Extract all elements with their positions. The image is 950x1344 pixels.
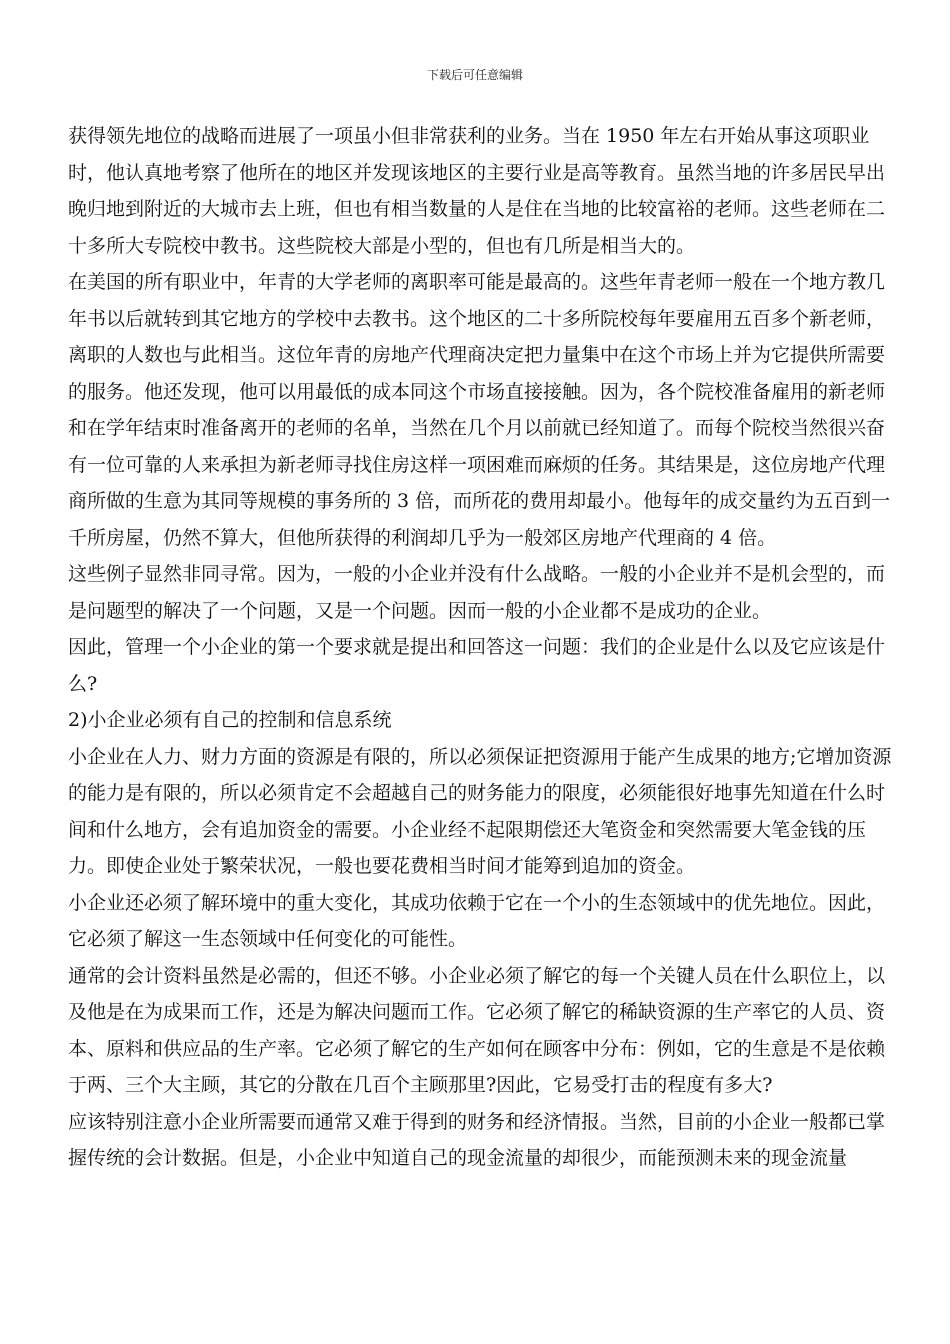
paragraph: 小企业还必须了解环境中的重大变化，其成功依赖于它在一个小的生态领域中的优先地位。因此，它必须了解这一生态领域中任何变化的可能性。: [68, 891, 886, 950]
paragraph: 获得领先地位的战略而进展了一项虽小但非常获利的业务。当在 1950 年左右开始从事这项职业时，他认真地考察了他所在的地区并发现该地区的主要行业是高等教育。虽然当地的许多居民早出晚归地到附近的大城市去上班，但也有相当数量的人是住在当地的比较富裕的老师。这些老师在二十多所大专院校中教书。这些院校大部是小型的，但也有几所是相当大的。: [68, 125, 886, 257]
paragraph: 因此，管理一个小企业的第一个要求就是提出和回答这一问题：我们的企业是什么以及它应该是什么?: [68, 636, 886, 695]
paragraph: 小企业在人力、财力方面的资源是有限的，所以必须保证把资源用于能产生成果的地方;它增加资源的能力是有限的，所以必须肯定不会超越自己的财务能力的限度，必须能很好地事先知道在什么时间和什么地方，会有追加资金的需要。小企业经不起限期偿还大笔资金和突然需要大笔金钱的压力。即使企业处于繁荣状况，一般也要花费相当时间才能筹到追加的资金。: [68, 745, 892, 877]
paragraph: 这些例子显然非同寻常。因为，一般的小企业并没有什么战略。一般的小企业并不是机会型的，而是问题型的解决了一个问题，又是一个问题。因而一般的小企业都不是成功的企业。: [68, 563, 886, 622]
paragraph: 通常的会计资料虽然是必需的，但还不够。小企业必须了解它的每一个关键人员在什么职位上，以及他是在为成果而工作，还是为解决问题而工作。它必须了解它的稀缺资源的生产率它的人员、资本、原料和供应品的生产率。它必须了解它的生产如何在顾客中分布：例如，它的生意是不是依赖于两、三个大主顾，其它的分散在几百个主顾那里?因此，它易受打击的程度有多大?: [68, 964, 886, 1096]
paragraph: 在美国的所有职业中，年青的大学老师的离职率可能是最高的。这些年青老师一般在一个地方教几年书以后就转到其它地方的学校中去教书。这个地区的二十多所院校每年要雇用五百多个新老师，离职的人数也与此相当。这位年青的房地产代理商决定把力量集中在这个市场上并为它提供所需要的服务。他还发现，他可以用最低的成本同这个市场直接接触。因为，各个院校准备雇用的新老师和在学年结束时准备离开的老师的名单，当然在几个月以前就已经知道了。而每个院校当然很兴奋有一位可靠的人来承担为新老师寻找住房这样一项困难而麻烦的任务。其结果是，这位房地产代理商所做的生意为其同等规模的事务所的 3 倍，而所花的费用却最小。他每年的成交量约为五百到一千所房屋，仍然不算大，但他所获得的利润却几乎为一般郊区房地产代理商的 4 倍。: [68, 271, 891, 549]
page-header: 下载后可任意编辑: [426, 68, 523, 82]
paragraph: 应该特别注意小企业所需要而通常又难于得到的财务和经济情报。当然，目前的小企业一般都已掌握传统的会计数据。但是，小企业中知道自己的现金流量的却很少，而能预测未来的现金流量: [68, 1110, 886, 1169]
section-heading: 2)小企业必须有自己的控制和信息系统: [68, 709, 392, 731]
document-body: [68, 118, 898, 1177]
